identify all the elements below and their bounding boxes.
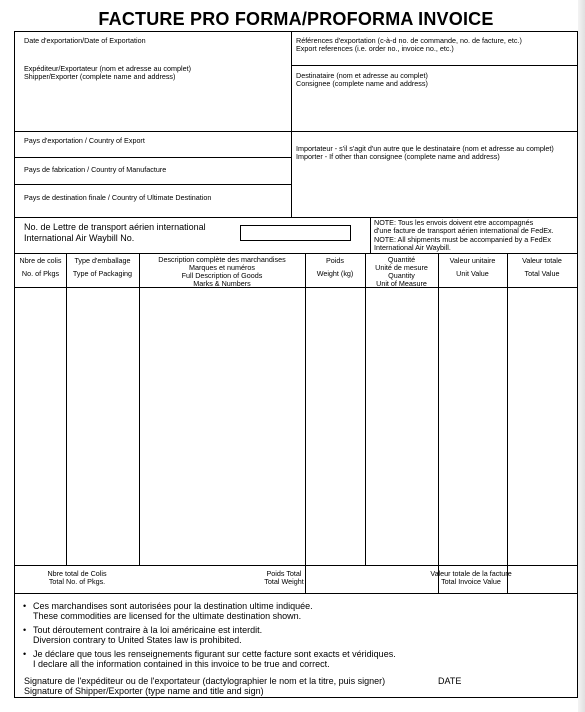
declaration-2-fr: Tout déroutement contraire à la loi américaine est interdit.	[33, 625, 263, 635]
shipper-label-fr: Expéditeur/Exportateur (nom et adresse au complet)	[24, 64, 191, 73]
divider	[15, 131, 291, 132]
note-fr-line1: NOTE: Tous les envois doivent etre accompagnés	[374, 218, 534, 227]
page-edge-shadow	[578, 0, 585, 712]
divider	[291, 65, 578, 66]
bullet-icon: •	[23, 601, 27, 611]
country-of-manufacture-label: Pays de fabrication / Country of Manufacture	[24, 165, 167, 174]
export-references-label-fr: Références d'exportation (c-à-d no. de commande, no. de facture, etc.)	[296, 36, 522, 45]
col-packaging-header-fr: Type d'emballage	[74, 256, 131, 265]
note-en-line1: NOTE: All shipments must be accompanied by a FedEx	[374, 235, 551, 244]
col-quantity-header-line4: Unit of Measure	[376, 279, 427, 288]
country-of-export-label: Pays d'exportation / Country of Export	[24, 136, 145, 145]
column-divider	[365, 253, 366, 565]
col-quantity-header-line2: Unité de mesure	[375, 263, 428, 272]
declaration-3-en: I declare all the information contained in this invoice to be true and correct.	[33, 659, 330, 669]
column-divider	[305, 253, 306, 593]
col-description-header-line2: Marques et numéros	[189, 263, 255, 272]
col-pkgs-header-en: No. of Pkgs	[21, 269, 60, 278]
divider	[15, 565, 577, 566]
signature-label-fr: Signature de l'expéditeur ou de l'exportateur (dactylographier le nom et la titre, puis signer)	[24, 676, 386, 686]
declaration-1-fr: Ces marchandises sont autorisées pour la destination ultime indiquée.	[33, 601, 313, 611]
importer-label-fr: Importateur - s'il s'agit d'un autre que le destinataire (nom et adresse au complet)	[296, 144, 554, 153]
col-quantity-header-line3: Quantity	[388, 271, 415, 280]
col-description-header-line1: Description complète des marchandises	[158, 255, 286, 264]
col-total-value-header-fr: Valeur totale	[522, 256, 562, 265]
date-label: DATE	[438, 676, 462, 686]
note-fr-line2: d'une facture de transport aérien international de FedEx.	[374, 226, 554, 235]
divider	[15, 253, 577, 254]
declaration-2-en: Diversion contrary to United States law is prohibited.	[33, 635, 242, 645]
bullet-icon: •	[23, 625, 27, 635]
air-waybill-number-field[interactable]	[240, 225, 351, 241]
col-quantity-header-line1: Quantité	[387, 255, 416, 264]
air-waybill-label-fr: No. de Lettre de transport aérien international	[24, 222, 206, 232]
col-weight-header-fr: Poids	[326, 256, 344, 265]
signature-label-en: Signature of Shipper/Exporter (type name and title and sign)	[24, 686, 264, 696]
divider	[291, 32, 292, 217]
col-description-header-line4: Marks & Numbers	[193, 279, 251, 288]
page-title: FACTURE PRO FORMA/PROFORMA INVOICE	[98, 9, 494, 29]
total-weight-label-fr: Poids Total	[266, 569, 302, 578]
col-pkgs-header-fr: Nbre de colis	[19, 256, 62, 265]
column-divider	[438, 253, 439, 593]
column-divider	[507, 253, 508, 593]
consignee-label-fr: Destinataire (nom et adresse au complet)	[296, 71, 428, 80]
divider	[291, 131, 578, 132]
bullet-icon: •	[23, 649, 27, 659]
divider	[370, 217, 371, 253]
col-total-value-header-en: Total Value	[524, 269, 560, 278]
col-unit-value-header-en: Unit Value	[456, 269, 489, 278]
total-weight-label-en: Total Weight	[264, 577, 304, 586]
declaration-3-fr: Je déclare que tous les renseignements figurant sur cette facture sont exacts et véridiques.	[33, 649, 396, 659]
total-pkgs-label-en: Total No. of Pkgs.	[48, 577, 106, 586]
col-unit-value-header-fr: Valeur unitaire	[449, 256, 496, 265]
export-references-label-en: Export references (i.e. order no., invoice no., etc.)	[296, 44, 454, 53]
air-waybill-label-en: International Air Waybill No.	[24, 233, 135, 243]
declaration-1-en: These commodities are licensed for the ultimate destination shown.	[33, 611, 302, 621]
importer-label-en: Importer - If other than consignee (complete name and address)	[296, 152, 500, 161]
column-divider	[66, 253, 67, 565]
total-invoice-value-label-fr: Valeur totale de la facture	[430, 569, 512, 578]
col-description-header-line3: Full Description of Goods	[181, 271, 263, 280]
divider	[15, 593, 577, 594]
divider	[15, 157, 291, 158]
col-packaging-header-en: Type of Packaging	[72, 269, 133, 278]
shipper-label-en: Shipper/Exporter (complete name and address)	[24, 72, 176, 81]
divider	[15, 184, 291, 185]
date-of-exportation-label: Date d'exportation/Date of Exportation	[24, 36, 146, 45]
country-of-destination-label: Pays de destination finale / Country of Ultimate Destination	[24, 193, 212, 202]
col-weight-header-en: Weight (kg)	[316, 269, 354, 278]
column-divider	[139, 253, 140, 565]
invoice-form	[14, 31, 578, 698]
total-pkgs-label-fr: Nbre total de Colis	[47, 569, 107, 578]
note-en-line2: International Air Waybill.	[374, 243, 451, 252]
consignee-label-en: Consignee (complete name and address)	[296, 79, 428, 88]
total-invoice-value-label-en: Total Invoice Value	[441, 577, 501, 586]
